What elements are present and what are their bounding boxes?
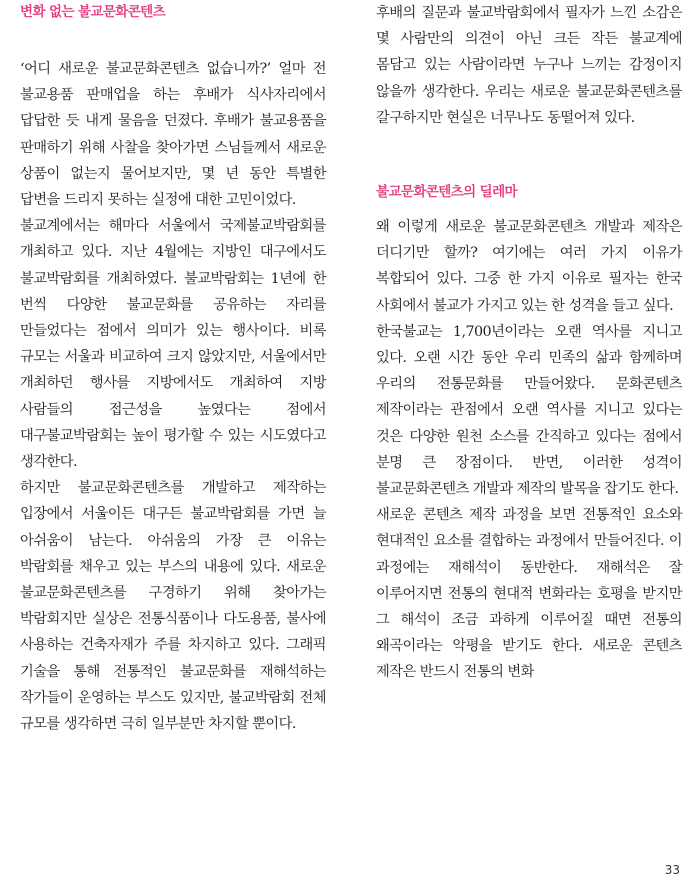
paragraph: 새로운 콘텐츠 제작 과정을 보면 전통적인 요소와 현대적인 요소를 결합하는 과정에서 만들어진다. 이 과정에는 재해석이 동반한다. 재해석은 잘 이루어지면 전통의 현대적 변화라는 호평을 받지만 그 해석이 조금 과하게 이루어질 때면 전통의 왜곡이라는 악평을 받기도 한다. 새로운 콘텐츠 제작은 반드시 전통의 변화 [376, 507, 682, 681]
paragraph: 왜 이렇게 새로운 불교문화콘텐츠 개발과 제작은 더디기만 할까? 여기에는 여러 가지 이유가 복합되어 있다. 그중 한 가지 이유로 필자는 한국 사회에서 불교가 가지고 있는 한 성격을 들고 싶다. [376, 219, 682, 314]
left-column [20, 0, 326, 737]
paragraph: ‘어디 새로운 불교문화콘텐츠 없습니까?’ 얼마 전 불교용품 판매업을 하는 후배가 식사자리에서 답답한 듯 내게 물음을 던졌다. 후배가 불교용품을 판매하기 위해 사찰을 찾아가면 스님들께서 새로운 상품이 없는지 물어보지만, 몇 년 동안 특별한 답변을 드리지 못하는 실정에 대한 고민이었다. [20, 61, 326, 209]
paragraph: 후배의 질문과 불교박람회에서 필자가 느낀 소감은 몇 사람만의 의견이 아닌 크든 작든 불교계에 몸담고 있는 사람이라면 누구나 느끼는 감정이지 않을까 생각한다. 우리는 새로운 불교문화콘텐츠를 갈구하지만 현실은 너무나도 동떨어져 있다. [376, 5, 682, 126]
paragraph: 불교계에서는 해마다 서울에서 국제불교박람회를 개최하고 있다. 지난 4월에는 지방인 대구에서도 불교박람회를 개최하였다. 불교박람회는 1년에 한 번씩 다양한 불교문화를 공유하는 자리를 만들었다는 점에서 의미가 있는 행사이다. 비록 규모는 서울과 비교하여 크지 않았지만, 서울에서만 개최하던 행사를 지방에서도 개최하여 지방 사람들의 접근성을 높였다는 점에서 대구불교박람회는 높이 평가할 수 있는 시도였다고 생각한다. [20, 218, 326, 471]
right-column [376, 0, 682, 686]
page-number: 33 [664, 863, 680, 877]
paragraph: 한국불교는 1,700년이라는 오랜 역사를 지니고 있다. 오랜 시간 동안 우리 민족의 삶과 함께하며 우리의 전통문화를 만들어왔다. 문화콘텐츠 제작이라는 관점에서 오랜 역사를 지니고 있다는 것은 다양한 원천 소스를 간직하고 있다는 점에서 분명 큰 장점이다. 반면, 이러한 성격이 불교문화콘텐츠 개발과 제작의 발목을 잡기도 한다. [376, 323, 682, 498]
section-heading-no-change: 변화 없는 불교문화콘텐츠 [20, 4, 166, 20]
section-heading-dilemma: 불교문화콘텐츠의 딜레마 [376, 184, 517, 201]
paragraph: 하지만 불교문화콘텐츠를 개발하고 제작하는 입장에서 서울이든 대구든 불교박람회를 가면 늘 아쉬움이 남는다. 아쉬움의 가장 큰 이유는 박람회를 채우고 있는 부스의 내용에 있다. 새로운 불교문화콘텐츠를 구경하기 위해 찾아가는 박람회지만 실상은 전통식품이나 다도용품, 불사에 사용하는 건축자재가 주를 차지하고 있다. 그래픽 기술을 통해 전통적인 불교문화를 재해석하는 작가들이 운영하는 부스도 있지만, 불교박람회 전체 규모를 생각하면 극히 일부분만 차지할 뿐이다. [20, 480, 326, 733]
